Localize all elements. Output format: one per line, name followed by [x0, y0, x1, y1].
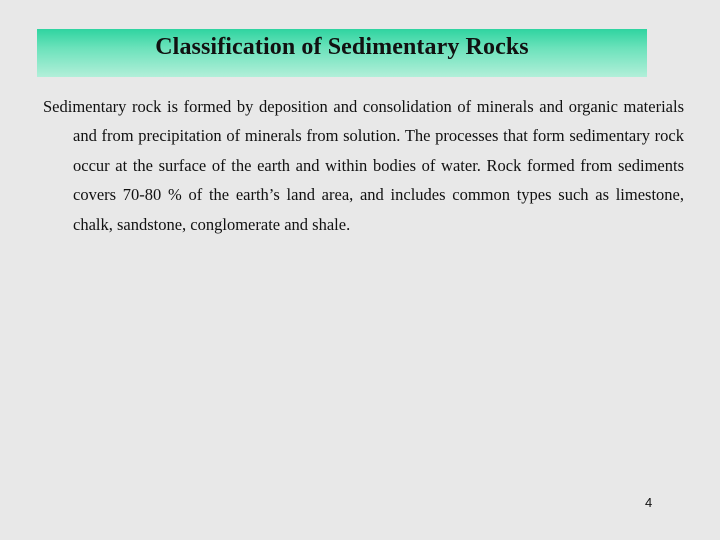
- slide-title: Classification of Sedimentary Rocks: [155, 34, 529, 60]
- title-banner: [37, 29, 647, 77]
- page-number: 4: [645, 495, 653, 510]
- body-paragraph: Sedimentary rock is formed by deposition and consolidation of minerals and organic materials and from precipitation of minerals from solution. The processes that form sedimentary rock occur at the surface of the earth and within bodies of water. Rock formed from sediments covers 70-80 % of the earth’s land area, and includes common types such as limestone, chalk, sandstone, conglomerate and shale.: [43, 97, 684, 234]
